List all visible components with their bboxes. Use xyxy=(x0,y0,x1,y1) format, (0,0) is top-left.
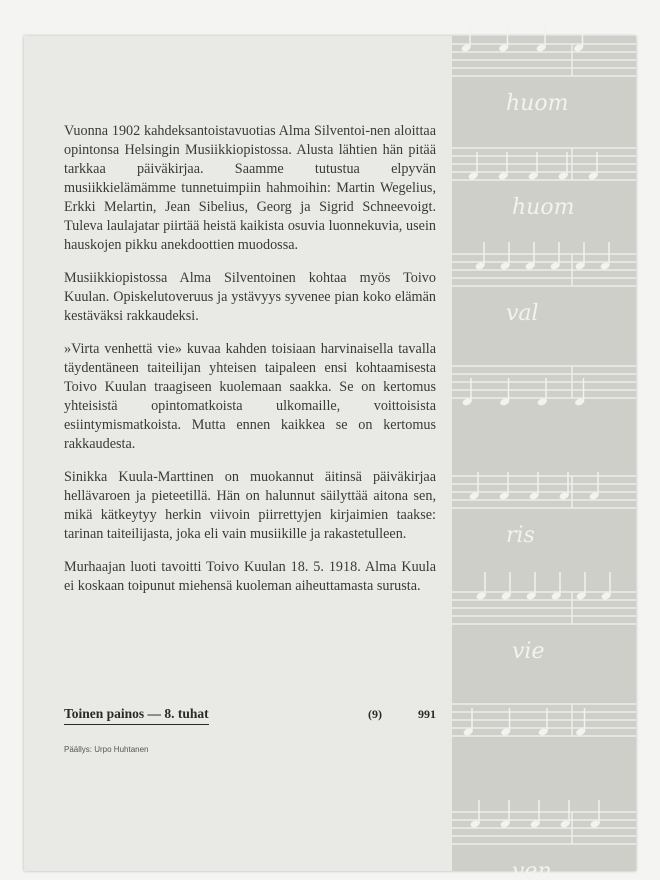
catalog-code: (9) xyxy=(368,707,382,721)
music-staff xyxy=(452,148,636,181)
book-back-cover xyxy=(24,36,636,880)
cover-footer xyxy=(64,706,436,754)
music-staff xyxy=(452,366,636,407)
music-lyric: ven xyxy=(512,859,552,880)
edition-label: Toinen painos — 8. tuhat xyxy=(64,706,209,725)
music-lyric: val xyxy=(506,301,539,326)
cover-credit: Päällys: Urpo Huhtanen xyxy=(64,745,149,754)
music-staff xyxy=(452,704,636,737)
blurb-paragraph-2: Musiikkiopistossa Alma Silventoinen kohtaa myös Toivo Kuulan. Opiskelutoveruus ja ystävyys syvenee pian koko elämän kestäväksi rakkaudeksi. xyxy=(64,270,436,324)
music-lyric: ris xyxy=(506,523,535,548)
music-staff xyxy=(452,800,636,844)
edition-row xyxy=(64,706,436,725)
music-staff xyxy=(452,24,636,76)
music-lyric: huom xyxy=(512,195,575,220)
music-lyric: vie xyxy=(512,639,545,664)
blurb-paragraph-5: Murhaajan luoti tavoitti Toivo Kuulan 18. 5. 1918. Alma Kuula ei koskaan toipunut miehensä kuoleman aiheuttamasta surusta. xyxy=(64,559,436,594)
blurb-paragraph-1: Vuonna 1902 kahdeksantoistavuotias Alma Silventoi-nen aloittaa opintonsa Helsingin Musiikkiopistossa. Alusta lähtien hän pitää tarkkaa päiväkirjaa. Saamme tutustua elpyvän musiikkielämämme tunnetuimpiin hahmoihin: Martin Wegelius, Erkki Melartin, Jean Sibelius, Georg ja Sigrid Schneevoigt. Tuleva laulajatar piirtää heistä kaikista osuvia luonnekuvia, usein hauskojen pikku anekdoottien muodossa. xyxy=(64,123,436,253)
music-lyric: huom xyxy=(506,91,569,116)
sheet-music-illustration xyxy=(452,36,636,880)
blurb-text xyxy=(64,122,436,610)
sheet-music-svg xyxy=(452,36,636,880)
blurb-paragraph-4: Sinikka Kuula-Marttinen on muokannut äitinsä päiväkirjaa hellävaroen ja pieteetillä. Hän on halunnut säilyttää aitona sen, mikä kätkeytyy herkin viivoin piirrettyjen kirjaimien taakse: tarinan taiteilijasta, joka eli vain musiikille ja rakastetulleen. xyxy=(64,469,436,542)
music-staff xyxy=(452,242,636,286)
music-staff xyxy=(452,572,636,624)
music-staff xyxy=(452,472,636,508)
price-code: 991 xyxy=(418,707,436,721)
blurb-paragraph-3: »Virta venhettä vie» kuvaa kahden toisiaan harvinaisella tavalla täydentäneen taiteilijan yhteisen taipaleen ensi kohtaamisesta Toivo Kuulan traagiseen kuolemaan saakka. Se on kertomus yhteisistä opintomatkoista ulkomaille, voittoisista esiintymismatkoista. Mutta ennen kaikkea se on kertomus rakkaudesta. xyxy=(64,341,436,452)
